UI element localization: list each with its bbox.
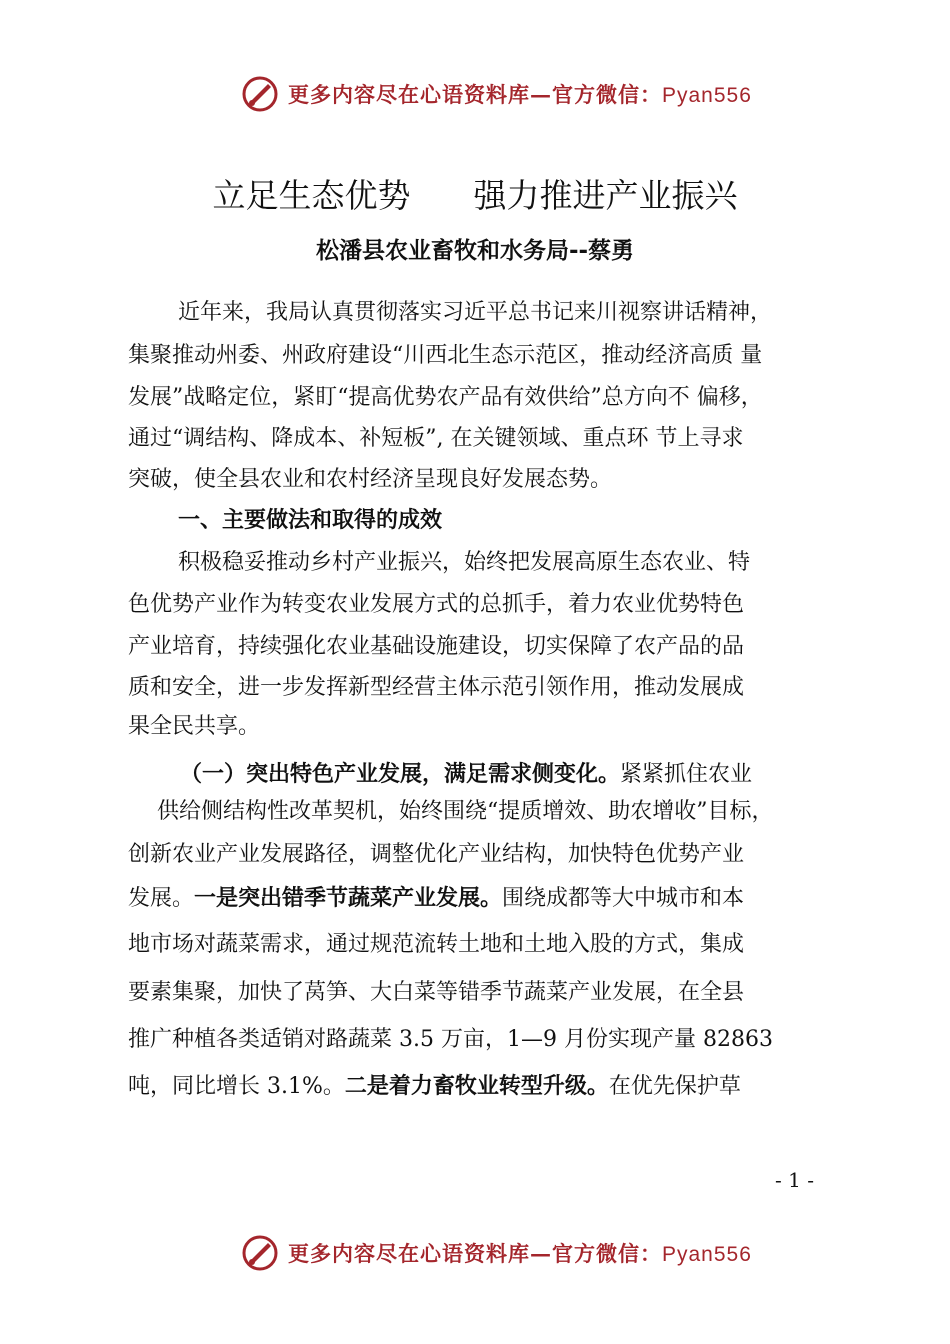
text-line: 质和安全，进一步发挥新型经营主体示范引领作用，推动发展成 [128,675,745,700]
section-heading: 一、主要做法和取得的成效 [178,508,443,533]
page-number: - 1 - [775,1168,814,1192]
text-line: 果全民共享。 [128,714,261,739]
text-line: 色优势产业作为转变农业发展方式的总抓手，着力农业优势特色 [128,592,745,617]
text-line: 突破，使全县农业和农村经济呈现良好发展态势。 [128,467,613,492]
text-line: 产业培育，持续强化农业基础设施建设，切实保障了农产品的品 [128,634,745,659]
page-subtitle: 松潘县农业畜牧和水务局--蔡勇 [315,238,635,264]
highlight-text: 二是着力畜牧业转型升级。 [344,1074,609,1099]
text-line: 推广种植各类适销对路蔬菜 3.5 万亩，1—9 月份实现产量 82863 [128,1027,773,1052]
text-line: 吨，同比增长 3.1%。二是着力畜牧业转型升级。在优先保护草 [128,1074,741,1099]
subsection-heading: （一）突出特色产业发展，满足需求侧变化。 [180,762,621,787]
highlight-text: 一是突出错季节蔬菜产业发展。 [194,886,503,911]
brush-logo-icon [240,1233,280,1273]
text-line: 地市场对蔬菜需求，通过规范流转土地和土地入股的方式，集成 [128,932,745,957]
top-banner [240,70,752,118]
text-line: 发展。一是突出错季节蔬菜产业发展。围绕成都等大中城市和本 [128,886,745,911]
banner-wechat: Pyan556 [662,1243,752,1266]
text-line: 集聚推动州委、州政府建设“川西北生态示范区，推动经济高质 量 [128,343,763,368]
text-line: 近年来，我局认真贯彻落实习近平总书记来川视察讲话精神， [178,300,773,325]
text-line: 创新农业产业发展路径，调整优化产业结构，加快特色优势产业 [128,842,745,867]
text-line: 通过“调结构、降成本、补短板”, 在关键领域、重点环 节上寻求 [128,426,744,451]
text-line: 发展”战略定位，紧盯“提高优势农产品有效供给”总方向不 偏移， [128,385,763,410]
page-title: 立足生态优势 强力推进产业振兴 [212,176,738,215]
brush-logo-icon [240,74,280,114]
banner-text: 更多内容尽在心语资料库—官方微信：Pyan556 [288,82,752,107]
bottom-banner [240,1229,752,1277]
banner-wechat: Pyan556 [662,84,752,107]
text-line: 供给侧结构性改革契机，始终围绕“提质增效、助农增收”目标， [157,799,774,824]
banner-text: 更多内容尽在心语资料库—官方微信：Pyan556 [288,1241,752,1266]
text-line: 积极稳妥推动乡村产业振兴，始终把发展高原生态农业、特 [178,550,751,575]
text-line: （一）突出特色产业发展，满足需求侧变化。紧紧抓住农业 [180,762,753,787]
text-line: 要素集聚，加快了莴笋、大白菜等错季节蔬菜产业发展，在全县 [128,980,745,1005]
